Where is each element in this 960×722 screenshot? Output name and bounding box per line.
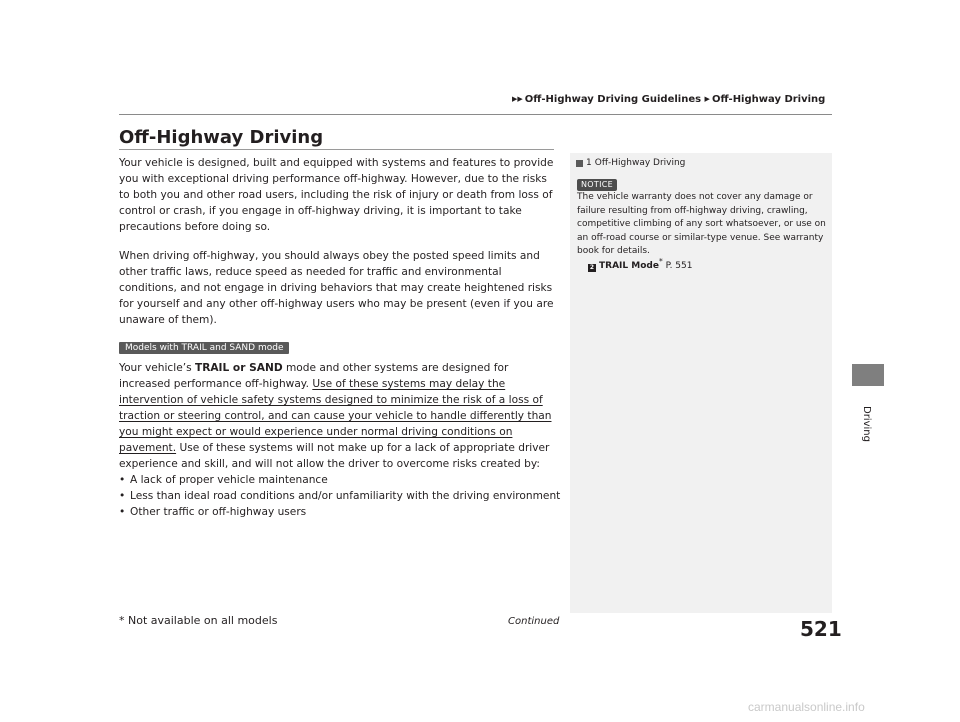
trail-sand-paragraph: Your vehicle’s TRAIL or SAND mode and other systems are designed for increased performance off-highway. Use of these systems may delay the intervention of vehicle safety systems designed to minimize the risk of a loss of traction or steering control, and can cause your vehicle to handle differently than you might expect or would experience under normal driving conditions on pavement. Use of these systems will not make up for a lack of appropriate driver experience and skill, and will not allow the driver to overcome risks created by: (119, 362, 552, 470)
breadcrumb-page[interactable]: Off-Highway Driving (711, 94, 826, 105)
sidebar-header (576, 158, 685, 168)
note-marker-icon (576, 160, 583, 167)
header-divider (119, 114, 832, 115)
watermark: carmanualsonline.info (748, 700, 865, 714)
breadcrumb (512, 94, 825, 105)
breadcrumb-section[interactable]: Off-Highway Driving Guidelines (524, 94, 702, 105)
cross-reference-link[interactable] (588, 257, 693, 272)
asterisk: * (658, 257, 663, 266)
sidebar-marker-number: 1 (586, 158, 592, 168)
continued-label: Continued (508, 616, 560, 627)
footnote: * Not available on all models (119, 614, 278, 627)
underlined-warning: Use of these systems may delay the intervention of vehicle safety systems designed to minimize the risk of a loss of traction or steering control, and can cause your vehicle to handle differently than you might expect or would experience under normal driving conditions on pavement. (119, 378, 552, 454)
title-divider (119, 149, 554, 150)
list-item: • Other traffic or off-highway users (119, 504, 559, 520)
model-applicability-tag: Models with TRAIL and SAND mode (119, 342, 289, 354)
notice-text: The vehicle warranty does not cover any damage or failure resulting from off-highway driving, crawling, competitive climbing of any sort whatsoever, or use on an off-road course or similar-type venue. See warranty book for details. (577, 192, 826, 256)
sidebar-title: Off-Highway Driving (594, 158, 686, 168)
trail-sand-mode-term: TRAIL or SAND (194, 362, 283, 374)
intro-paragraph: Your vehicle is designed, built and equipped with systems and features to provide you with exceptional driving performance off-highway. However, due to the risks to both you and other road users, including the risk of injury or death from loss of control or crash, if you engage in off-highway driving, it is important to take precautions before doing so. (119, 157, 554, 233)
reference-page[interactable]: P. 551 (665, 261, 693, 271)
chapter-tab-marker (852, 364, 884, 386)
list-item: • A lack of proper vehicle maintenance (119, 472, 559, 488)
chapter-tab-label: Driving (861, 406, 872, 442)
reference-title[interactable]: TRAIL Mode (599, 261, 659, 271)
double-arrow-icon: ▶▶ (512, 95, 523, 103)
main-content (119, 155, 559, 520)
arrow-icon: ▶ (704, 95, 710, 103)
list-item: • Less than ideal road conditions and/or unfamiliarity with the driving environment (119, 488, 559, 504)
risk-list (119, 472, 559, 520)
reference-arrow-icon: 2 (589, 264, 595, 271)
sidebar-note (570, 153, 832, 613)
notice-badge: NOTICE (577, 179, 617, 191)
page-number: 521 (800, 617, 842, 641)
page-title: Off-Highway Driving (119, 127, 324, 148)
guidelines-paragraph: When driving off-highway, you should always obey the posted speed limits and other traffic laws, reduce speed as needed for traffic and environmental conditions, and not engage in driving behaviors that may create heightened risks for yourself and any other off-highway users who may be present (even if you are unaware of them). (119, 250, 554, 326)
